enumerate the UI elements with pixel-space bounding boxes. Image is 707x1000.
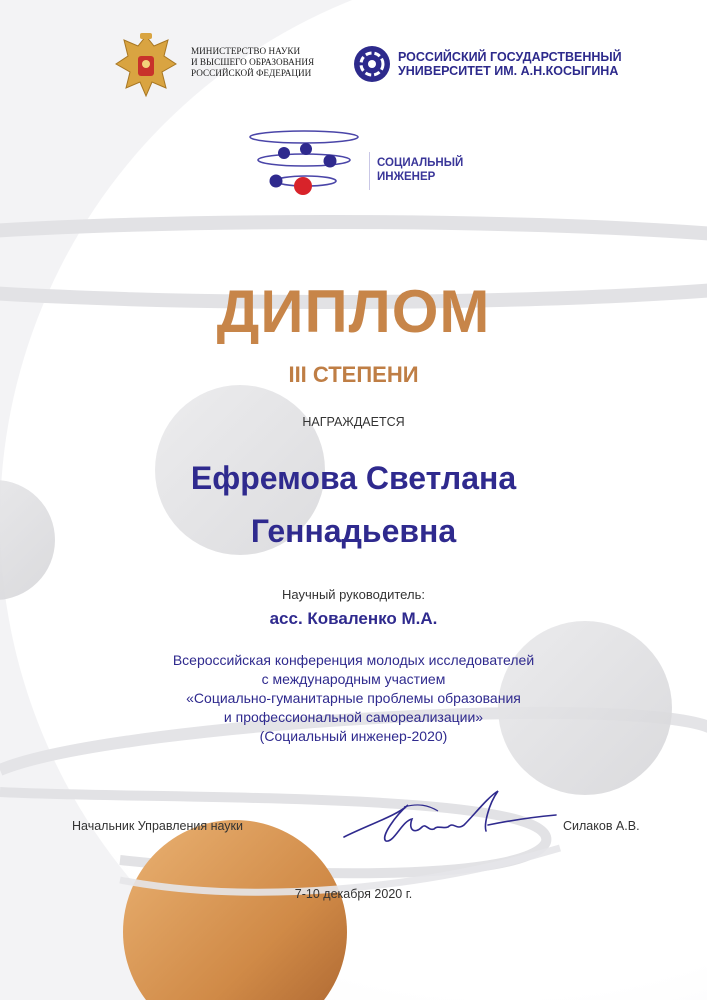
ministry-line-3: РОССИЙСКОЙ ФЕДЕРАЦИИ xyxy=(191,68,312,78)
signer-position: Начальник Управления науки xyxy=(72,819,243,833)
diploma-degree: III СТЕПЕНИ xyxy=(288,362,419,387)
coat-of-arms-icon xyxy=(110,30,182,102)
project-line-1: СОЦИАЛЬНЫЙ xyxy=(377,157,464,169)
conference-line-5: (Социальный инженер-2020) xyxy=(259,728,448,744)
university-name xyxy=(398,50,628,78)
ministry-line-1: МИНИСТЕРСТВО НАУКИ xyxy=(191,46,301,56)
conference-line-3: «Социально-гуманитарные проблемы образования xyxy=(186,690,521,706)
handwritten-signature xyxy=(338,785,560,847)
university-line-1: РОССИЙСКИЙ ГОСУДАРСТВЕННЫЙ xyxy=(398,50,622,64)
ministry-line-2: И ВЫСШЕГО ОБРАЗОВАНИЯ xyxy=(191,57,315,67)
supervisor-name: асс. Коваленко М.А. xyxy=(269,609,438,628)
ministry-name xyxy=(191,46,341,79)
signer-name: Силаков А.В. xyxy=(563,819,640,833)
conference-line-4: и профессиональной самореализации» xyxy=(223,709,484,725)
project-line-2: ИНЖЕНЕР xyxy=(377,171,436,183)
project-name xyxy=(377,156,487,184)
conference-line-2: с международным участием xyxy=(261,671,446,687)
supervisor-label: Научный руководитель: xyxy=(282,587,425,602)
social-engineer-logo-icon xyxy=(246,127,364,199)
university-line-2: УНИВЕРСИТЕТ ИМ. А.Н.КОСЫГИНА xyxy=(398,64,619,78)
event-date: 7-10 декабря 2020 г. xyxy=(294,887,413,901)
university-logo-icon xyxy=(353,45,391,83)
recipient-name-line-2: Геннадьевна xyxy=(250,513,457,549)
awarded-label: НАГРАЖДАЕТСЯ xyxy=(302,415,405,429)
recipient-name-line-1: Ефремова Светлана xyxy=(190,460,517,496)
conference-line-1: Всероссийская конференция молодых исследователей xyxy=(172,652,535,668)
diploma-title: ДИПЛОМ xyxy=(216,278,491,345)
logo-divider xyxy=(369,152,370,190)
